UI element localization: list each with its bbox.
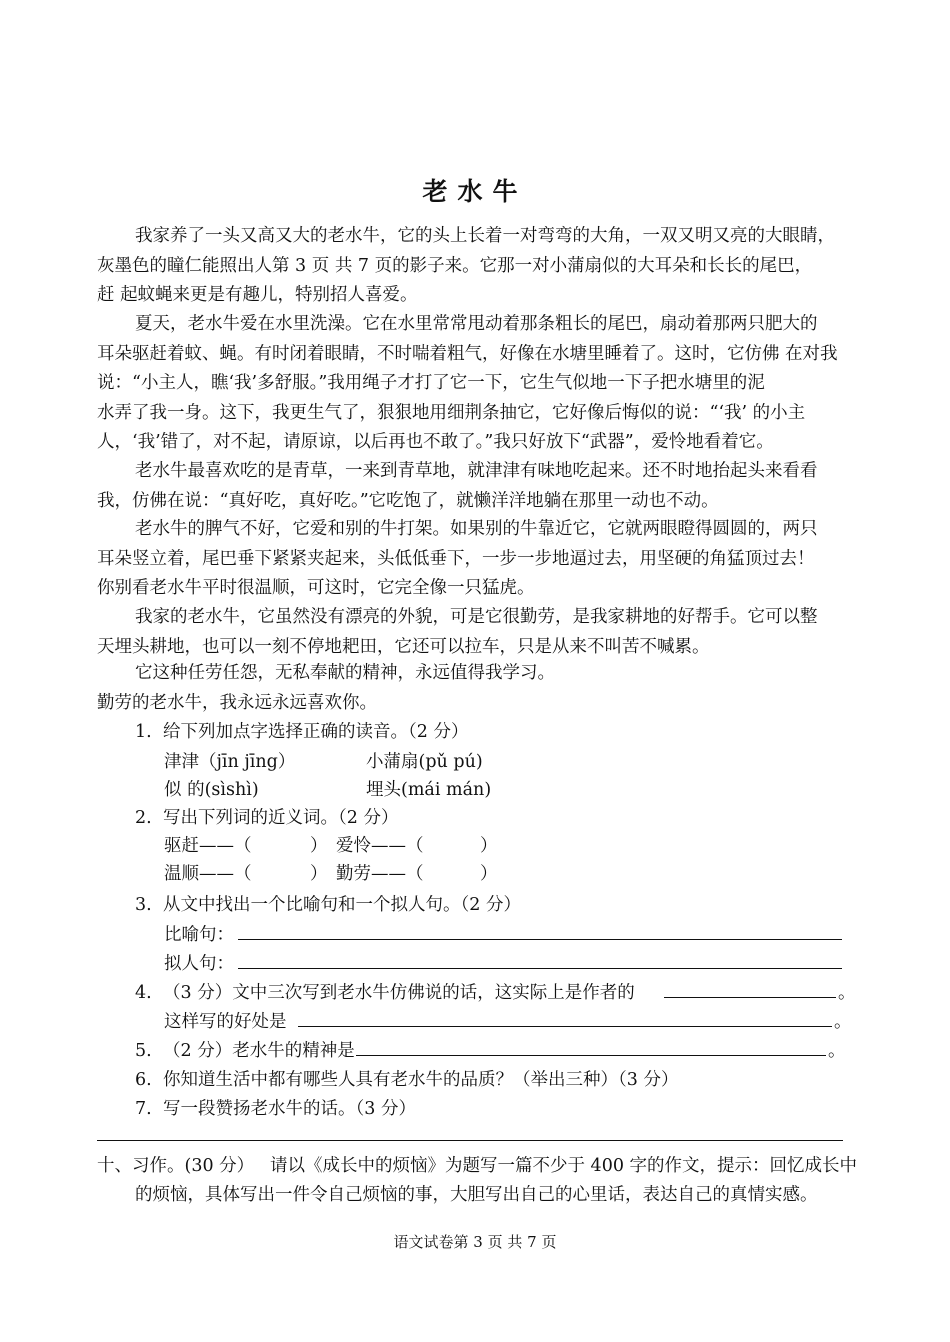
synonym-prompt: 温顺——（ (164, 864, 252, 884)
question-number: 6. (135, 1070, 152, 1090)
composition-prompt-line: 的烦恼，具体写出一件令自己烦恼的事，大胆写出自己的心里话，表达自己的真情实感。 (135, 1185, 818, 1205)
passage-line: 夏天，老水牛爱在水里洗澡。它在水里常常甩动着那条粗长的尾巴，扇动着那两只肥大的 (135, 314, 818, 334)
passage-line: 赶 起蚊蝇来更是有趣儿，特别招人喜爱。 (97, 285, 418, 306)
q4-line2-label: 这样写的好处是 (164, 1012, 287, 1032)
question-number: 2. (135, 808, 152, 828)
passage-line: 我，仿佛在说：“真好吃，真好吃。”它吃饱了，就懒洋洋地躺在那里一动也不动。 (97, 490, 719, 511)
passage-line: 人，‘我’错了，对不起，请原谅，以后再也不敢了。”我只好放下“武器”，爱怜地看着它。 (97, 432, 774, 453)
passage-line: 它这种任劳任怨，无私奉献的精神，永远值得我学习。 (135, 663, 555, 683)
passage-line: 我家养了一头又高又大的老水牛，它的头上长着一对弯弯的大角，一双又明又亮的大眼睛， (135, 226, 835, 246)
passage-line: 勤劳的老水牛，我永远永远喜欢你。 (97, 692, 377, 713)
question-1 (135, 718, 468, 743)
synonym-blank-close[interactable]: ） (480, 836, 498, 856)
question-2 (135, 804, 398, 829)
question-7 (135, 1095, 416, 1120)
q4-period: 。 (834, 1012, 852, 1032)
metaphor-label: 比喻句： (164, 925, 234, 945)
option-pinyin: 埋头(mái mán) (366, 780, 492, 800)
passage-line: 说：“小主人，瞧‘我’多舒服。”我用绳子才打了它一下，它生气似地一下子把水塘里的泥 (97, 373, 765, 394)
question-number: 7. (135, 1099, 152, 1119)
passage-line: 耳朵驱赶着蚊、蝇。有时闭着眼睛，不时喘着粗气，好像在水塘里睡着了。这时，它仿佛 在对我 (97, 343, 838, 364)
question-text: 写一段赞扬老水牛的话。（3 分） (163, 1099, 416, 1119)
question-4 (135, 979, 635, 1004)
question-text: 写出下列词的近义词。（2 分） (163, 808, 399, 828)
question-number: 4. (135, 983, 152, 1003)
passage-line: 耳朵竖立着，尾巴垂下紧紧夹起来，头低低垂下，一步一步地逼过去，用坚硬的角猛顶过去！ (97, 548, 815, 569)
passage-line: 灰墨色的瞳仁能照出人第 3 页 共 7 页的影子来。它那一对小蒲扇似的大耳朵和长长的尾巴， (97, 255, 813, 276)
option-pinyin: 小蒲扇(pǔ pú) (366, 752, 483, 772)
composition-label: 十、习作。(30 分） (97, 1156, 255, 1176)
question-5 (135, 1037, 355, 1062)
passage-paragraph (97, 310, 879, 458)
passage-paragraph (97, 603, 879, 662)
passage-line: 你别看老水牛平时很温顺，可这时，它完全像一只猛虎。 (97, 578, 535, 599)
personification-label: 拟人句： (164, 954, 234, 974)
synonym-prompt: 勤劳——（ (336, 864, 424, 884)
question-text: （2 分）老水牛的精神是 (163, 1041, 355, 1061)
q4-answer-line-2[interactable] (298, 1026, 832, 1027)
page-footer: 语文试卷第 3 页 共 7 页 (393, 1233, 557, 1251)
passage-paragraph (97, 659, 879, 718)
question-text: 给下列加点字选择正确的读音。（2 分） (163, 722, 469, 742)
passage-line: 老水牛最喜欢吃的是青草，一来到青草地，就津津有味地吃起来。还不时地抬起头来看看 (135, 461, 818, 481)
question-3 (135, 891, 521, 916)
metaphor-answer-line[interactable] (238, 939, 842, 940)
q4-answer-line-1[interactable] (664, 997, 836, 998)
q4-period: 。 (838, 983, 856, 1003)
passage-paragraph (97, 457, 879, 516)
synonym-blank-close[interactable]: ） (310, 836, 328, 856)
passage-paragraph (97, 515, 879, 604)
passage-line: 我家的老水牛，它虽然没有漂亮的外貌，可是它很勤劳，是我家耕地的好帮手。它可以整 (135, 607, 818, 627)
question-6 (135, 1066, 678, 1091)
question-number: 5. (135, 1041, 152, 1061)
question-number: 1. (135, 722, 152, 742)
passage-line: 老水牛的脾气不好，它爱和别的牛打架。如果别的牛靠近它，它就两眼瞪得圆圆的，两只 (135, 519, 818, 539)
synonym-blank-close[interactable]: ） (480, 864, 498, 884)
synonym-prompt: 驱赶——（ (164, 836, 252, 856)
composition-prompt-line: 请以《成长中的烦恼》为题写一篇不少于 400 字的作文，提示：回忆成长中 (270, 1156, 858, 1176)
q7-answer-line[interactable] (97, 1140, 843, 1141)
synonym-prompt: 爱怜——（ (336, 836, 424, 856)
question-text: （3 分）文中三次写到老水牛仿佛说的话，这实际上是作者的 (163, 983, 635, 1003)
question-text: 你知道生活中都有哪些人具有老水牛的品质？（举出三种）（3 分） (163, 1070, 679, 1090)
passage-paragraph (97, 222, 879, 311)
synonym-blank-close[interactable]: ） (310, 864, 328, 884)
passage-title: 老水牛 (422, 177, 528, 206)
option-pinyin: 津津（jīn jīng） (164, 752, 296, 772)
question-text: 从文中找出一个比喻句和一个拟人句。（2 分） (163, 895, 521, 915)
q5-answer-line[interactable] (356, 1055, 826, 1056)
question-number: 3. (135, 895, 152, 915)
passage-line: 水弄了我一身。这下，我更生气了，狠狠地用细荆条抽它，它好像后悔似的说：“‘我’ 的小主 (97, 402, 806, 423)
passage-line: 天埋头耕地，也可以一刻不停地耙田，它还可以拉车，只是从来不叫苦不喊累。 (97, 636, 710, 657)
option-pinyin: 似 的(sìshì) (164, 780, 259, 800)
personification-answer-line[interactable] (238, 968, 842, 969)
q5-period: 。 (828, 1041, 846, 1061)
